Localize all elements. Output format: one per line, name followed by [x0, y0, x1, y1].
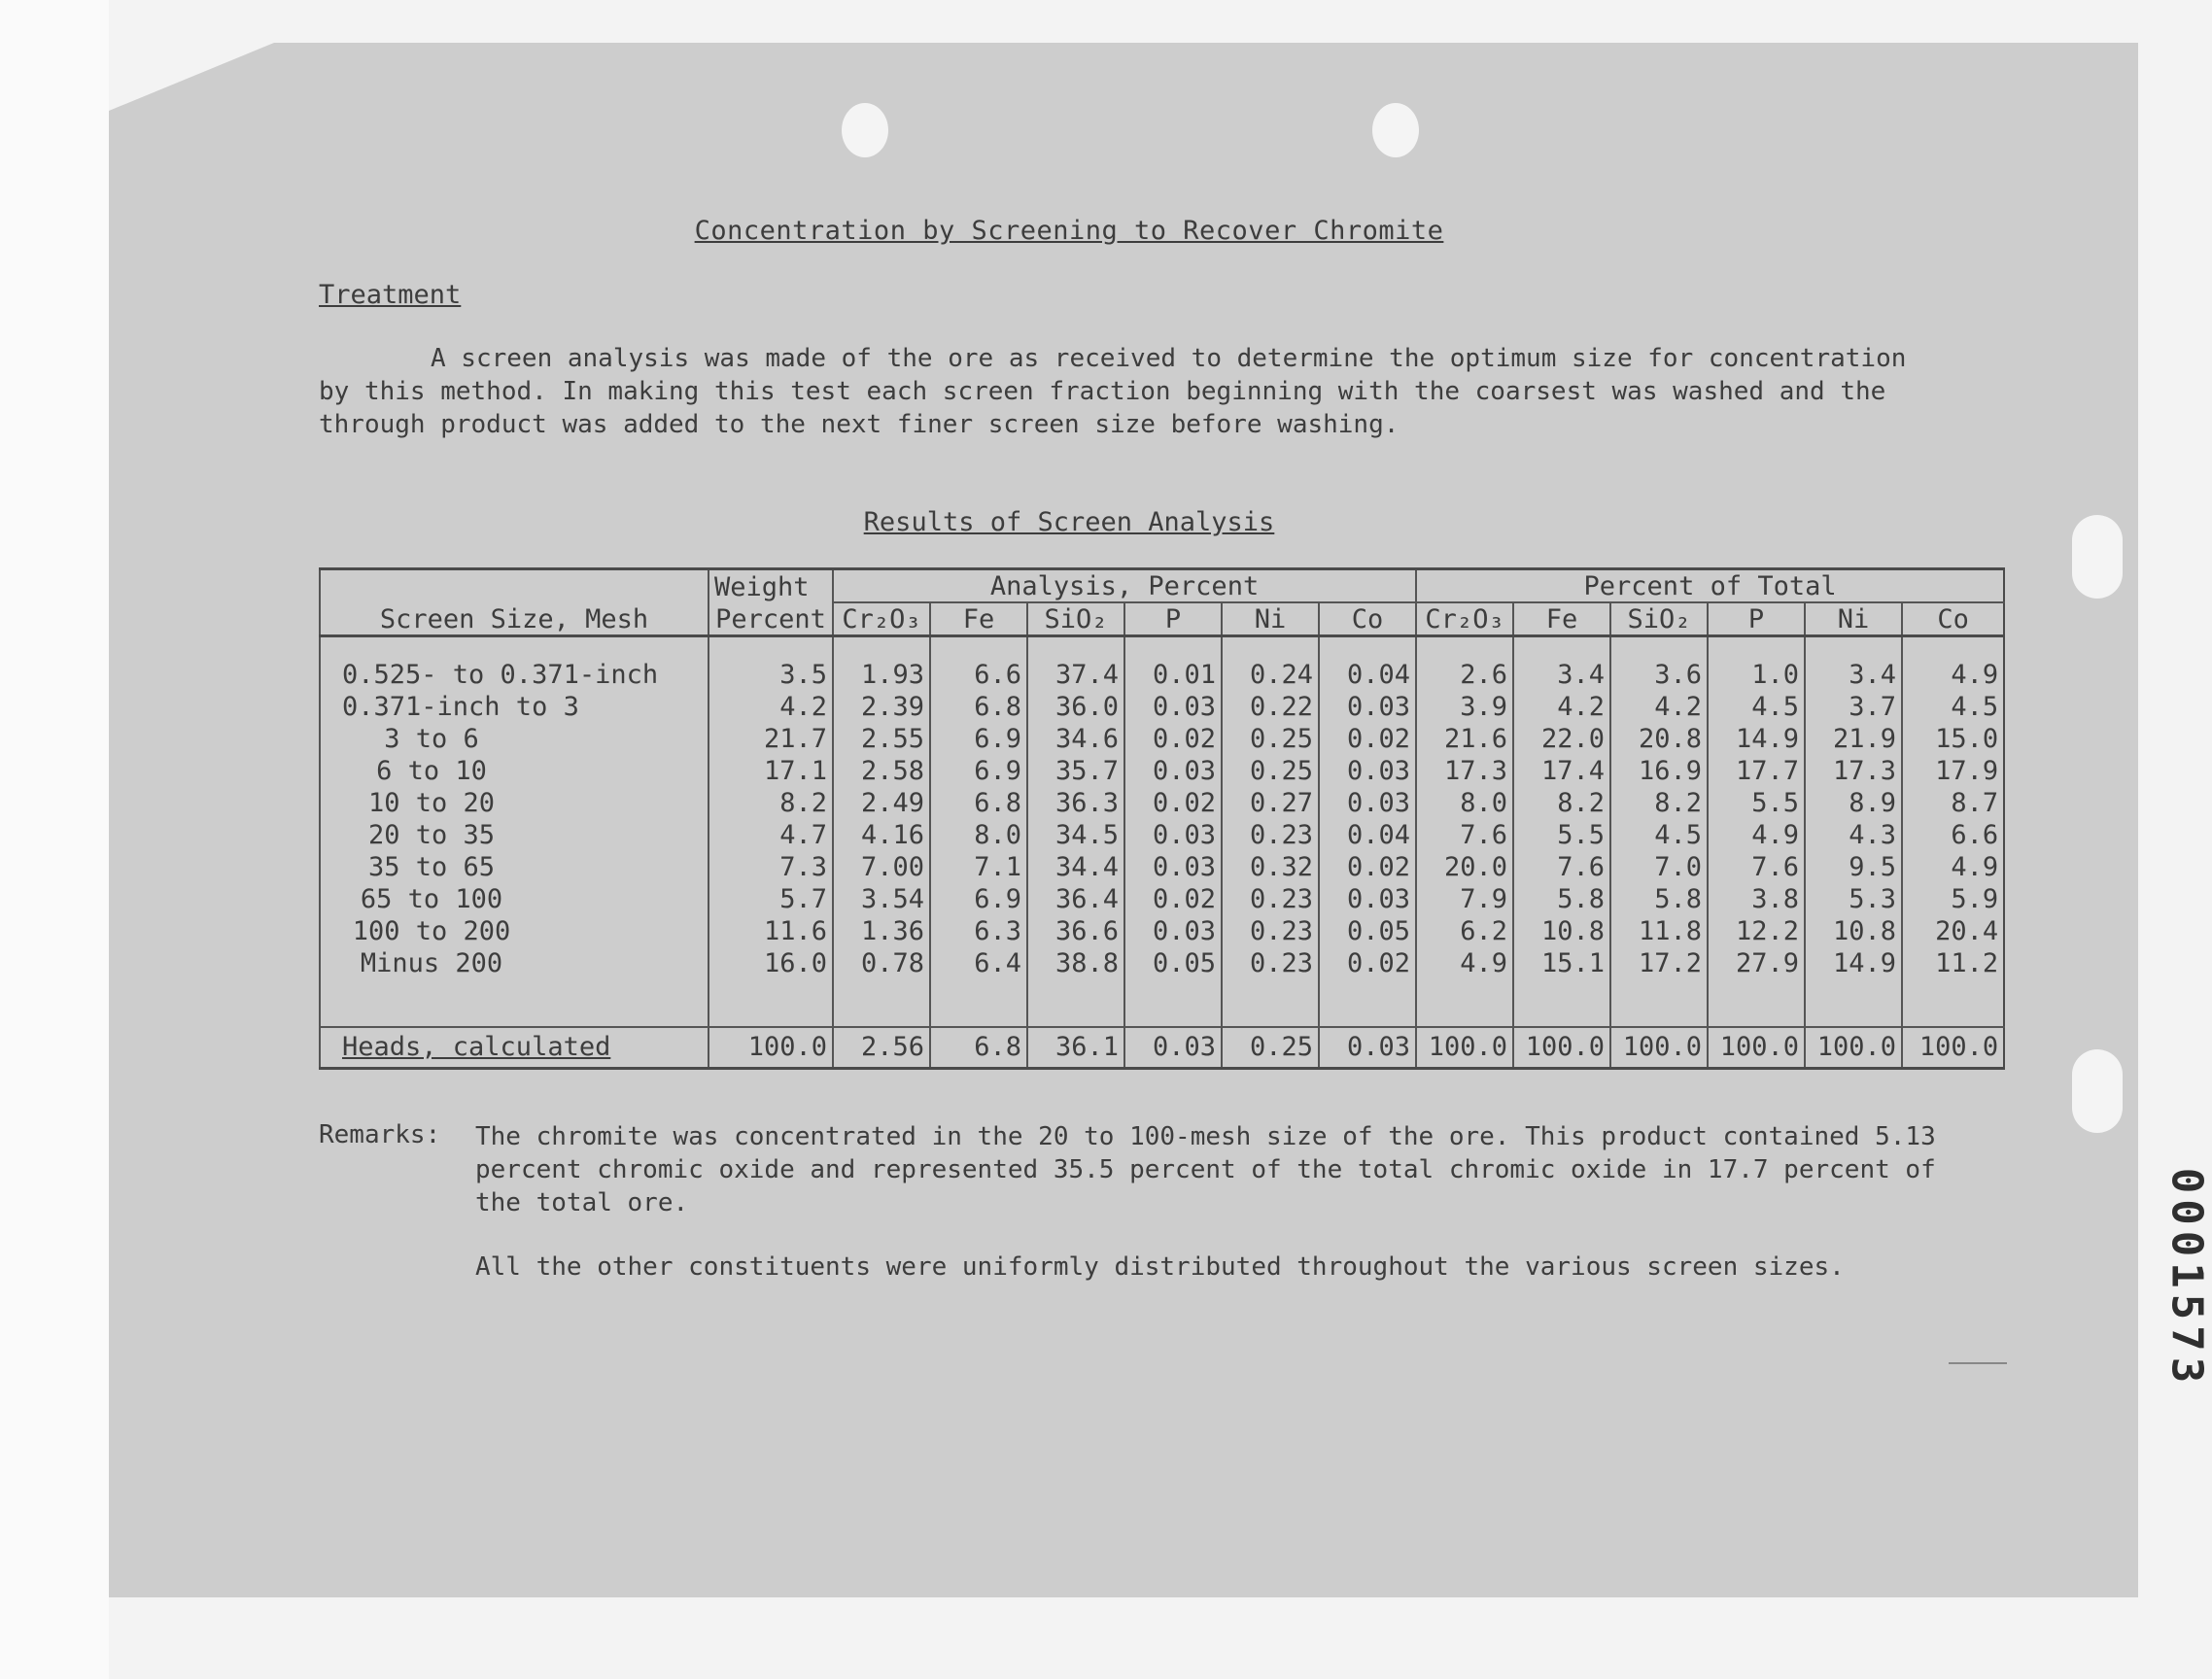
header-cr2o3: Cr₂O₃	[833, 602, 930, 636]
cell-analysis-co: 0.04	[1319, 819, 1416, 851]
cell-total-sio2: 8.2	[1610, 787, 1708, 819]
cell-screen-size: 0.525- to 0.371-inch	[320, 659, 709, 691]
cell-total-cr2o3: 4.9	[1416, 947, 1513, 979]
screen-size-label: 100 to 200	[352, 916, 511, 946]
cell-analysis-co: 0.02	[1319, 851, 1416, 883]
cell-analysis-p: 0.03	[1124, 851, 1222, 883]
cell-screen-size	[320, 787, 709, 819]
cell-screen-size	[320, 755, 709, 787]
cell-analysis-cr2o3: 2.56	[833, 1027, 930, 1069]
table-row	[320, 947, 2004, 979]
header-total-cr2o3: Cr₂O₃	[1416, 602, 1513, 636]
cell-analysis-cr2o3: 1.93	[833, 659, 930, 691]
cell-weight-percent: 17.1	[709, 755, 833, 787]
empty-cell	[930, 979, 1027, 1027]
cell-total-co: 4.9	[1902, 851, 2004, 883]
treatment-paragraph	[319, 342, 1952, 441]
cell-analysis-fe: 8.0	[930, 819, 1027, 851]
cell-total-fe: 5.5	[1513, 819, 1610, 851]
table-title: Results of Screen Analysis	[863, 507, 1275, 537]
header-row-columns	[320, 602, 2004, 636]
punch-hole	[1372, 103, 1419, 157]
screen-size-label: 65 to 100	[360, 884, 503, 914]
header-analysis-percent: Analysis, Percent	[833, 569, 1416, 603]
cell-total-p: 27.9	[1708, 947, 1805, 979]
cell-analysis-sio2: 34.6	[1027, 723, 1124, 755]
cell-weight-percent: 5.7	[709, 883, 833, 915]
cell-analysis-p: 0.02	[1124, 787, 1222, 819]
cell-weight-percent: 8.2	[709, 787, 833, 819]
cell-analysis-sio2: 37.4	[1027, 659, 1124, 691]
cell-total-ni: 14.9	[1805, 947, 1902, 979]
header-ni: Ni	[1222, 602, 1319, 636]
table-row	[320, 787, 2004, 819]
empty-cell	[1902, 979, 2004, 1027]
header-total-fe: Fe	[1513, 602, 1610, 636]
empty-cell	[1222, 979, 1319, 1027]
cell-analysis-cr2o3: 7.00	[833, 851, 930, 883]
header-co: Co	[1319, 602, 1416, 636]
cell-analysis-co: 0.02	[1319, 947, 1416, 979]
remarks-text: The chromite was concentrated in the 20 to 100-mesh size of the ore. This product contained 5.13 percent chromic oxide and represented 35.5 percent of the total chromic oxide in 17.7 percent of the total ore.	[475, 1122, 1936, 1217]
header-total-p: P	[1708, 602, 1805, 636]
cell-total-fe: 5.8	[1513, 883, 1610, 915]
cell-analysis-co: 0.02	[1319, 723, 1416, 755]
cell-analysis-sio2: 35.7	[1027, 755, 1124, 787]
cell-total-fe: 4.2	[1513, 691, 1610, 723]
cell-total-p: 12.2	[1708, 915, 1805, 947]
cell-analysis-co: 0.05	[1319, 915, 1416, 947]
remarks-text-2: All the other constituents were uniformly distributed throughout the various screen sizes.	[475, 1252, 1845, 1282]
cell-analysis-fe: 6.4	[930, 947, 1027, 979]
table-body	[320, 636, 2004, 1069]
cell-total-sio2: 11.8	[1610, 915, 1708, 947]
document-title: Concentration by Screening to Recover Chromite	[694, 216, 1444, 246]
screen-analysis-table	[319, 567, 2005, 1070]
header-percent: Percent	[709, 602, 833, 636]
cell-total-co: 6.6	[1902, 819, 2004, 851]
empty-cell	[1027, 979, 1124, 1027]
cell-total-sio2: 4.2	[1610, 691, 1708, 723]
cell-analysis-ni: 0.23	[1222, 915, 1319, 947]
cell-analysis-p: 0.02	[1124, 883, 1222, 915]
cell-weight-percent: 4.2	[709, 691, 833, 723]
cell-weight-percent: 100.0	[709, 1027, 833, 1069]
empty-cell	[1513, 979, 1610, 1027]
cell-screen-size	[320, 723, 709, 755]
cell-total-p: 1.0	[1708, 659, 1805, 691]
cell-total-co: 100.0	[1902, 1027, 2004, 1069]
cell-total-sio2: 16.9	[1610, 755, 1708, 787]
cell-total-p: 3.8	[1708, 883, 1805, 915]
cell-total-ni: 4.3	[1805, 819, 1902, 851]
cell-total-cr2o3: 20.0	[1416, 851, 1513, 883]
screen-size-label: 35 to 65	[367, 852, 496, 882]
header-total-ni: Ni	[1805, 602, 1902, 636]
cell-analysis-sio2: 34.5	[1027, 819, 1124, 851]
cell-analysis-p: 0.05	[1124, 947, 1222, 979]
cell-analysis-p: 0.02	[1124, 723, 1222, 755]
cell-analysis-co: 0.04	[1319, 659, 1416, 691]
remarks-label: Remarks:	[319, 1120, 441, 1149]
cell-total-sio2: 20.8	[1610, 723, 1708, 755]
cell-analysis-p: 0.03	[1124, 915, 1222, 947]
screen-size-label: 20 to 35	[367, 820, 496, 850]
empty-cell	[833, 979, 930, 1027]
cell-total-ni: 100.0	[1805, 1027, 1902, 1069]
cell-total-co: 11.2	[1902, 947, 2004, 979]
cell-analysis-fe: 6.3	[930, 915, 1027, 947]
cell-analysis-cr2o3: 4.16	[833, 819, 930, 851]
cell-analysis-fe: 6.8	[930, 1027, 1027, 1069]
cell-total-sio2: 100.0	[1610, 1027, 1708, 1069]
header-total-co: Co	[1902, 602, 2004, 636]
cell-total-cr2o3: 6.2	[1416, 915, 1513, 947]
empty-cell	[1319, 979, 1416, 1027]
cell-total-p: 5.5	[1708, 787, 1805, 819]
cell-total-cr2o3: 17.3	[1416, 755, 1513, 787]
cell-analysis-co: 0.03	[1319, 755, 1416, 787]
empty-cell	[320, 979, 709, 1027]
screen-size-label: 6 to 10	[376, 756, 487, 786]
empty-cell	[1124, 979, 1222, 1027]
cell-analysis-cr2o3: 1.36	[833, 915, 930, 947]
cell-total-fe: 3.4	[1513, 659, 1610, 691]
header-sio2: SiO₂	[1027, 602, 1124, 636]
cell-analysis-fe: 6.8	[930, 691, 1027, 723]
cell-analysis-ni: 0.22	[1222, 691, 1319, 723]
cell-total-cr2o3: 2.6	[1416, 659, 1513, 691]
table-row	[320, 659, 2004, 691]
cell-total-ni: 10.8	[1805, 915, 1902, 947]
cell-analysis-ni: 0.25	[1222, 723, 1319, 755]
cell-total-cr2o3: 3.9	[1416, 691, 1513, 723]
cell-total-sio2: 3.6	[1610, 659, 1708, 691]
cell-analysis-cr2o3: 2.39	[833, 691, 930, 723]
cell-screen-size	[320, 819, 709, 851]
cell-total-p: 4.9	[1708, 819, 1805, 851]
cell-analysis-p: 0.03	[1124, 1027, 1222, 1069]
cell-total-co: 15.0	[1902, 723, 2004, 755]
header-weight: Weight	[709, 569, 833, 603]
cell-total-fe: 8.2	[1513, 787, 1610, 819]
cell-total-co: 20.4	[1902, 915, 2004, 947]
binder-hole	[2072, 1049, 2123, 1133]
cell-analysis-ni: 0.23	[1222, 819, 1319, 851]
cell-screen-size	[320, 851, 709, 883]
cell-total-co: 17.9	[1902, 755, 2004, 787]
header-percent-of-total: Percent of Total	[1416, 569, 2004, 603]
cell-weight-percent: 11.6	[709, 915, 833, 947]
treatment-text: A screen analysis was made of the ore as received to determine the optimum size for concentration by this method. In making this test each screen fraction beginning with the coarsest was washed and the through product was added to the next finer screen size before washing.	[319, 344, 1907, 439]
cell-screen-size: 0.371-inch to 3	[320, 691, 709, 723]
cell-total-p: 4.5	[1708, 691, 1805, 723]
spacer-row	[320, 636, 2004, 660]
empty-cell	[1416, 979, 1513, 1027]
cell-weight-percent: 21.7	[709, 723, 833, 755]
cell-total-ni: 5.3	[1805, 883, 1902, 915]
cell-total-co: 4.5	[1902, 691, 2004, 723]
cell-analysis-cr2o3: 3.54	[833, 883, 930, 915]
screen-size-label: 10 to 20	[367, 788, 496, 818]
cell-screen-size	[320, 883, 709, 915]
header-row-groups	[320, 569, 2004, 603]
header-fe: Fe	[930, 602, 1027, 636]
header-p: P	[1124, 602, 1222, 636]
cell-analysis-ni: 0.23	[1222, 883, 1319, 915]
screen-size-label: Minus 200	[360, 948, 503, 978]
cell-total-cr2o3: 100.0	[1416, 1027, 1513, 1069]
cell-total-p: 7.6	[1708, 851, 1805, 883]
cell-analysis-fe: 6.8	[930, 787, 1027, 819]
cell-weight-percent: 4.7	[709, 819, 833, 851]
cell-total-fe: 10.8	[1513, 915, 1610, 947]
treatment-heading: Treatment	[319, 280, 462, 310]
cell-analysis-ni: 0.23	[1222, 947, 1319, 979]
spacer-row	[320, 979, 2004, 1027]
cell-total-sio2: 5.8	[1610, 883, 1708, 915]
table-row	[320, 819, 2004, 851]
cell-total-cr2o3: 21.6	[1416, 723, 1513, 755]
cell-total-sio2: 7.0	[1610, 851, 1708, 883]
cell-analysis-sio2: 36.0	[1027, 691, 1124, 723]
cell-analysis-p: 0.03	[1124, 755, 1222, 787]
table-row	[320, 915, 2004, 947]
cell-total-sio2: 17.2	[1610, 947, 1708, 979]
cell-analysis-sio2: 34.4	[1027, 851, 1124, 883]
cell-total-ni: 17.3	[1805, 755, 1902, 787]
cell-total-co: 5.9	[1902, 883, 2004, 915]
cell-analysis-cr2o3: 0.78	[833, 947, 930, 979]
empty-cell	[1610, 979, 1708, 1027]
cell-analysis-fe: 7.1	[930, 851, 1027, 883]
cell-screen-size: Heads, calculated	[320, 1027, 709, 1069]
cell-analysis-ni: 0.25	[1222, 755, 1319, 787]
cell-analysis-fe: 6.9	[930, 723, 1027, 755]
cell-total-p: 100.0	[1708, 1027, 1805, 1069]
cell-analysis-cr2o3: 2.58	[833, 755, 930, 787]
cell-analysis-p: 0.03	[1124, 819, 1222, 851]
cell-analysis-ni: 0.25	[1222, 1027, 1319, 1069]
cell-weight-percent: 16.0	[709, 947, 833, 979]
cell-total-cr2o3: 8.0	[1416, 787, 1513, 819]
table-row	[320, 851, 2004, 883]
cell-analysis-cr2o3: 2.55	[833, 723, 930, 755]
cell-total-fe: 17.4	[1513, 755, 1610, 787]
header-screen-size: Screen Size, Mesh	[320, 602, 709, 636]
cell-analysis-co: 0.03	[1319, 787, 1416, 819]
cell-analysis-ni: 0.32	[1222, 851, 1319, 883]
table-row	[320, 755, 2004, 787]
cell-analysis-sio2: 36.3	[1027, 787, 1124, 819]
punch-hole	[842, 103, 888, 157]
scan-margin	[0, 0, 109, 1679]
cell-analysis-fe: 6.6	[930, 659, 1027, 691]
cell-total-sio2: 4.5	[1610, 819, 1708, 851]
cell-total-ni: 3.4	[1805, 659, 1902, 691]
cell-weight-percent: 7.3	[709, 851, 833, 883]
screen-size-label: 3 to 6	[384, 724, 479, 754]
cell-analysis-sio2: 36.1	[1027, 1027, 1124, 1069]
cell-analysis-ni: 0.24	[1222, 659, 1319, 691]
page-number: 0001573	[2161, 1167, 2212, 1389]
cell-analysis-p: 0.03	[1124, 691, 1222, 723]
cell-analysis-co: 0.03	[1319, 1027, 1416, 1069]
cell-analysis-p: 0.01	[1124, 659, 1222, 691]
cell-analysis-sio2: 38.8	[1027, 947, 1124, 979]
cell-analysis-co: 0.03	[1319, 691, 1416, 723]
cell-screen-size	[320, 947, 709, 979]
cell-total-fe: 22.0	[1513, 723, 1610, 755]
cell-total-ni: 21.9	[1805, 723, 1902, 755]
cell-total-p: 17.7	[1708, 755, 1805, 787]
cell-total-co: 4.9	[1902, 659, 2004, 691]
cell-total-co: 8.7	[1902, 787, 2004, 819]
cell-total-fe: 7.6	[1513, 851, 1610, 883]
cell-total-cr2o3: 7.6	[1416, 819, 1513, 851]
cell-analysis-sio2: 36.6	[1027, 915, 1124, 947]
header-empty	[320, 569, 709, 603]
table-row	[320, 691, 2004, 723]
cell-analysis-fe: 6.9	[930, 883, 1027, 915]
cell-analysis-fe: 6.9	[930, 755, 1027, 787]
empty-cell	[1708, 979, 1805, 1027]
cell-total-ni: 8.9	[1805, 787, 1902, 819]
cell-total-p: 14.9	[1708, 723, 1805, 755]
empty-cell	[1805, 979, 1902, 1027]
cell-analysis-ni: 0.27	[1222, 787, 1319, 819]
cell-screen-size	[320, 915, 709, 947]
table-row	[320, 723, 2004, 755]
cell-analysis-sio2: 36.4	[1027, 883, 1124, 915]
header-total-sio2: SiO₂	[1610, 602, 1708, 636]
cell-total-fe: 100.0	[1513, 1027, 1610, 1069]
cell-total-ni: 9.5	[1805, 851, 1902, 883]
cell-analysis-cr2o3: 2.49	[833, 787, 930, 819]
cell-total-ni: 3.7	[1805, 691, 1902, 723]
pen-mark	[1949, 1362, 2007, 1364]
cell-total-cr2o3: 7.9	[1416, 883, 1513, 915]
table-row	[320, 883, 2004, 915]
cell-analysis-co: 0.03	[1319, 883, 1416, 915]
total-row	[320, 1027, 2004, 1069]
cell-weight-percent: 3.5	[709, 659, 833, 691]
cell-total-fe: 15.1	[1513, 947, 1610, 979]
empty-cell	[709, 979, 833, 1027]
